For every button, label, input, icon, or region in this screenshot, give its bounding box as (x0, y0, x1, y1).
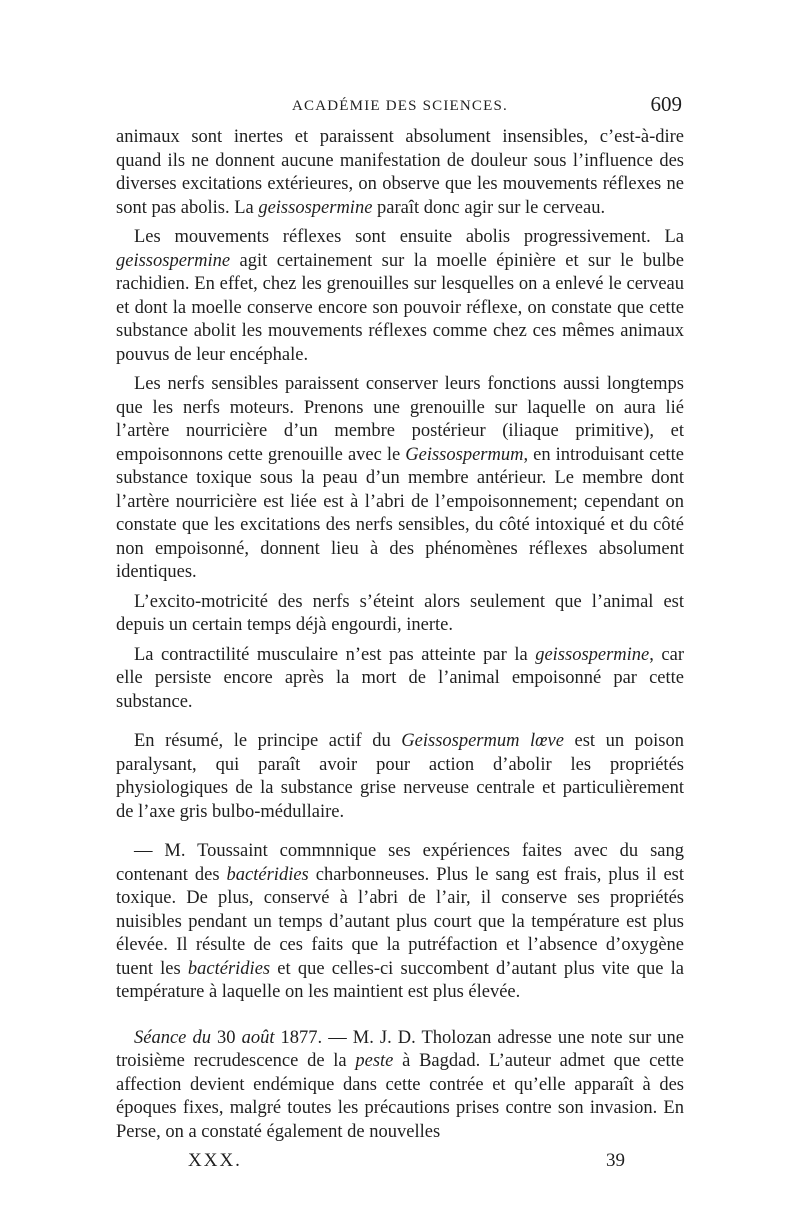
paragraph-muscular-contractility (116, 644, 684, 715)
text-run: charbonneuses. Plus le sang est frais, plus il est toxique. De plus, conservé à l’abri de l’air, il conserve ses propriétés nuisibles pendant un temps d’autant plus court que la température est plus élevée. Il résulte de ces faits que la putréfaction et l’absence d’oxygène tuent les (116, 864, 684, 979)
paragraph-seance-tholozan (116, 1027, 684, 1145)
italic-term: bactéridies (187, 958, 271, 979)
text-run: est un poison paralysant, qui paraît avoir pour action d’abolir les propriétés physiologiques de la substance grise nerveuse centrale et particulièrement de l’axe gris bulbo-médullaire. (116, 731, 685, 822)
page-number: 609 (650, 92, 682, 116)
text-run: — M. Toussaint commnnique ses expériences faites avec du sang contenant des (116, 841, 684, 885)
italic-term: geissospermine (258, 197, 373, 218)
italic-term: Séance du (134, 1027, 211, 1048)
signature-mark: XXX. (188, 1150, 242, 1171)
text-run: En résumé, le principe actif du (134, 731, 402, 751)
paragraph-brain-action (116, 126, 684, 220)
running-head (116, 92, 684, 126)
text-run: 30 (210, 1027, 242, 1048)
running-title: ACADÉMIE DES SCIENCES. (292, 98, 508, 114)
text-run: animaux sont inertes et paraissent absolument insensibles, c’est-à-dire quand ils ne donnent aucune manifestation de douleur sous l’influence des diverses excitations extérieures, on observe que les mouvements réflexes ne sont pas abolis. La (116, 127, 684, 218)
text-run: L’excito-motricité des nerfs s’éteint alors seulement que l’animal est depuis un certain temps déjà engourdi, inerte. (116, 591, 684, 635)
text-run: à Bagdad. L’auteur admet que cette affection devient endémique dans cette contrée et qu’elle apparaît à des époques fixes, malgré toutes les précautions prises contre son invasion. En Perse, on a constaté également de nouvelles (116, 1051, 684, 1142)
text-run: 1877. — M. J. D. Tholozan adresse une note sur une troisième recrudescence de la (116, 1027, 684, 1071)
text-run: agit certainement sur la moelle épinière et sur le bulbe rachidien. En effet, chez les grenouilles sur lesquelles on a enlevé le cerveau et dont la moelle conserve encore son pouvoir réflexe, on constate que cette substance abolit les mouvements réflexes comme chez ces mêmes animaux pouvus de leur encéphale. (116, 250, 684, 365)
paragraph-summary (116, 730, 684, 824)
italic-term: Geissospermum lœve (401, 731, 564, 751)
italic-term: geissospermine (116, 250, 231, 271)
italic-term: geissospermine (535, 644, 650, 665)
paragraph-sensory-nerves (116, 373, 684, 585)
text-run: et que celles-ci succombent d’autant plus vite que la température à laquelle on les maintient est plus élevée. (116, 958, 684, 1002)
text-run: paraît donc agir sur le cerveau. (372, 197, 606, 218)
text-run: , en introduisant cette substance toxique sous la peau d’un membre antérieur. Le membre dont l’artère nourricière est liée est à l’abri de l’empoisonnement; cependant on constate que les excitations des nerfs sensibles, du côté intoxiqué et du côté non empoisonné, donnent lieu à des phénomènes réflexes absolument identiques. (116, 444, 684, 582)
text-run: Les nerfs sensibles paraissent conserver leurs fonctions aussi longtemps que les nerfs moteurs. Prenons une grenouille sur laquelle on aura lié l’artère nourricière d’un membre postérieur (iliaque primitive), et empoisonnons cette grenouille avec le (116, 374, 684, 465)
text-run: La contractilité musculaire n’est pas atteinte par la (134, 644, 536, 665)
sheet-number: 39 (606, 1150, 625, 1171)
text-run: , car elle persiste encore après la mort de l’animal empoisonné par cette substance. (116, 644, 684, 712)
body-text (116, 126, 684, 1144)
text-run: Les mouvements réflexes sont ensuite abolis progressivement. La (134, 227, 684, 247)
italic-term: Geissospermum (405, 444, 524, 465)
paragraph-excito-motricity (116, 591, 684, 638)
italic-term: bactéridies (226, 864, 309, 885)
italic-term: peste (355, 1051, 394, 1071)
page-footer (116, 1150, 684, 1180)
paragraph-toussaint (116, 840, 684, 1005)
journal-page (116, 92, 684, 1180)
paragraph-reflexes (116, 226, 684, 367)
italic-term: août (241, 1027, 275, 1048)
